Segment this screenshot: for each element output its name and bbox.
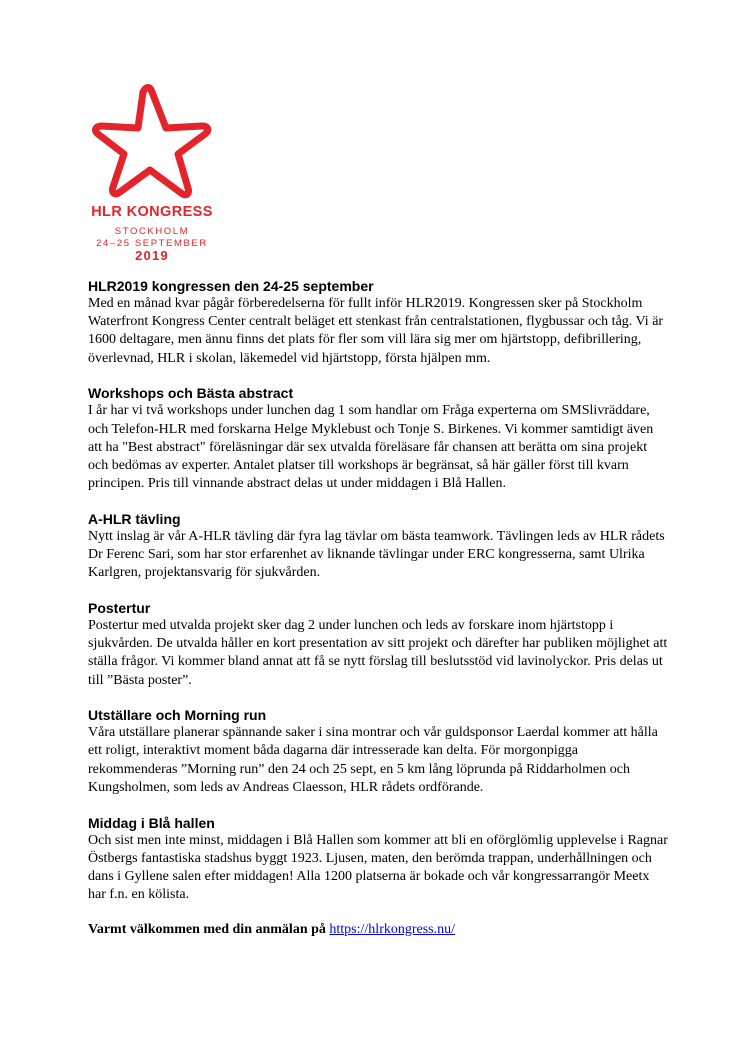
registration-link[interactable]: https://hlrkongress.nu/ <box>329 921 456 937</box>
closing-line <box>88 921 668 939</box>
section-middag <box>88 814 668 905</box>
hlr-kongress-logo <box>72 84 232 269</box>
section-heading: Postertur <box>88 599 151 616</box>
section-heading: A-HLR tävling <box>88 510 181 527</box>
closing-text: Varmt välkommen med din anmälan på <box>88 921 326 937</box>
section-text: Och sist men inte minst, middagen i Blå Hallen som kommer att bli en oförglömlig upplevelse i Ragnar Östbergs fantastiska stadshus byggt 1923. Ljusen, maten, den berömda trappan, underhållningen och dans i Gyllene salen efter middagen! Alla 1200 platserna är bokade och vår kongressarrangör Meetx har f.n. en kölista. <box>88 832 668 903</box>
logo-city: STOCKHOLM <box>114 226 190 237</box>
section-heading: Middag i Blå hallen <box>88 814 215 831</box>
logo-year: 2019 <box>135 248 169 263</box>
section-text: Våra utställare planerar spännande saker i sina montrar och vår guldsponsor Laerdal kommer att hålla ett roligt, interaktivt moment båda dagarna där intresserade kan delta. För morgonpigga rekommenderas ”Morning run” den 24 och 25 sept, en 5 km lång löprunda på Riddarholmen och Kungsholmen, som leds av Andreas Claesson, HLR rådets ordförande. <box>88 725 658 795</box>
section-text: I år har vi två workshops under lunchen dag 1 som handlar om Fråga experterna om SMSlivräddare, och Telefon-HLR med forskarna Helge Myklebust och Tonje S. Birkenes. Vi kommer samtidigt även att ha "Best abstract" föreläsningar där sex utvalda föreläsare får chansen att berätta om sina projekt och bedömas av experter. Antalet platser till workshops är begränsat, så här gäller först till kvarn principen. Pris till vinnande abstract delas ut under middagen i Blå Hallen. <box>88 403 654 492</box>
section-text: Med en månad kvar pågår förberedelserna för fullt inför HLR2019. Kongressen sker på Stockholm Waterfront Kongress Center centralt beläget ett stenkast från centralstationen, flygbussar och tåg. Vi är 1600 deltagare, men ännu finns det plats för fler som vill lära sig mer om hjärtstopp, defibrillering, överlevnad, HLR i skolan, läkemedel vid hjärtstopp, första hjälpen mm. <box>88 296 664 366</box>
section-ahlr-tavling <box>88 510 668 583</box>
section-text: Postertur med utvalda projekt sker dag 2 under lunchen och leds av forskare inom hjärtstopp i sjukvården. De utvalda håller en kort presentation av sitt projekt och därefter har publiken möjlighet att ställa frågor. Vi kommer bland annat att få se nytt förslag till beslutsstöd vid lavinolyckor. Pris delas ut till ”Bästa poster”. <box>88 617 668 688</box>
section-text: Nytt inslag är vår A-HLR tävling där fyra lag tävlar om bästa teamwork. Tävlingen leds av HLR rådets Dr Ferenc Sari, som har stor erfarenhet av liknande tävlingar under ERC kongresserna, samt Ulrika Karlgren, projektansvarig för sjukvården. <box>88 528 665 581</box>
logo-title: HLR KONGRESS <box>91 204 213 220</box>
section-postertur <box>88 599 668 690</box>
star-logo-icon <box>72 84 232 204</box>
section-heading: Utställare och Morning run <box>88 707 267 724</box>
logo-dates: 24–25 SEPTEMBER <box>96 238 208 249</box>
section-workshops <box>88 384 668 493</box>
section-heading: HLR2019 kongressen den 24-25 september <box>88 278 374 294</box>
article-body <box>88 277 668 939</box>
section-heading: Workshops och Bästa abstract <box>88 385 294 402</box>
section-utstallare <box>88 706 668 797</box>
section-kongressen <box>88 277 668 368</box>
